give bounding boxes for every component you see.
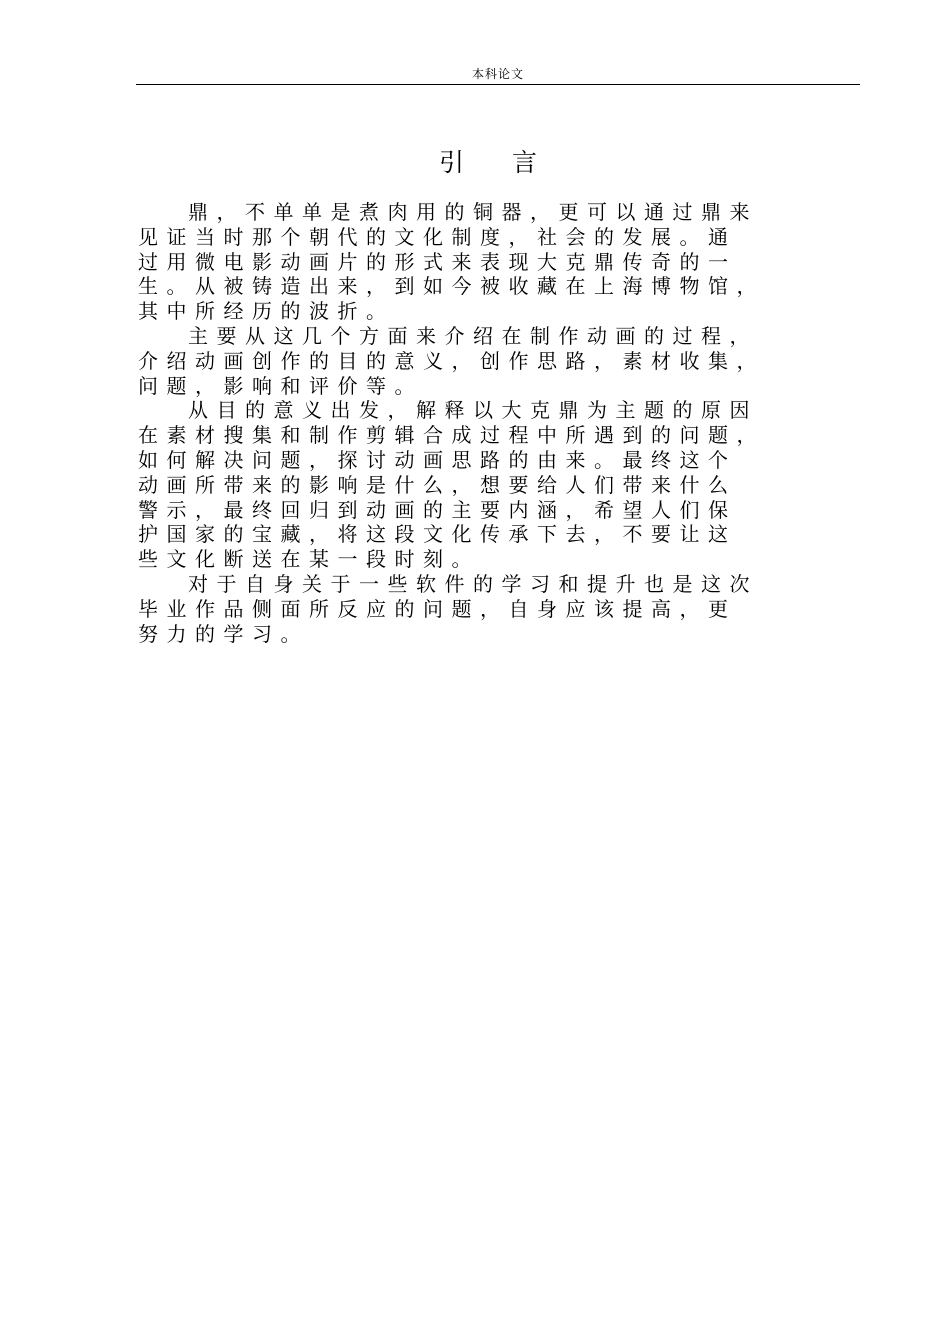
introduction-body: [138, 200, 850, 646]
text-line: 问题，影响和评价等。: [138, 373, 423, 398]
text-line: 动画所带来的影响是什么，想要给人们带来什么: [138, 472, 737, 497]
text-line: 在素材搜集和制作剪辑合成过程中所遇到的问题，: [138, 423, 765, 448]
text-line: 警示，最终回归到动画的主要内涵，希望人们保: [138, 497, 737, 522]
text-line: 介绍动画创作的目的意义，创作思路，素材收集，: [138, 348, 765, 373]
text-line: 护国家的宝藏，将这段文化传承下去，不要让这: [138, 522, 737, 547]
section-title: 引 言: [439, 148, 557, 177]
text-line: 毕业作品侧面所反应的问题，自身应该提高，更: [138, 596, 737, 621]
text-line: 主要从这几个方面来介绍在制作动画的过程，: [188, 323, 758, 348]
text-line: 过用微电影动画片的形式来表现大克鼎传奇的一: [138, 249, 737, 274]
text-line: 如何解决问题，探讨动画思路的由来。最终这个: [138, 447, 737, 472]
text-line: 见证当时那个朝代的文化制度，社会的发展。通: [138, 224, 737, 249]
text-line: 对于自身关于一些软件的学习和提升也是这次: [188, 571, 758, 596]
text-line: 其中所经历的波折。: [138, 299, 395, 324]
text-line: 努力的学习。: [138, 621, 309, 646]
text-line: 鼎，不单单是煮肉用的铜器，更可以通过鼎来: [188, 200, 758, 224]
header-title: 本科论文: [471, 67, 524, 81]
text-line: 些文化断送在某一段时刻。: [138, 547, 480, 572]
text-line: 生。从被铸造出来，到如今被收藏在上海博物馆，: [138, 274, 765, 299]
page-header: [136, 66, 860, 85]
text-line: 从目的意义出发，解释以大克鼎为主题的原因: [188, 398, 758, 423]
